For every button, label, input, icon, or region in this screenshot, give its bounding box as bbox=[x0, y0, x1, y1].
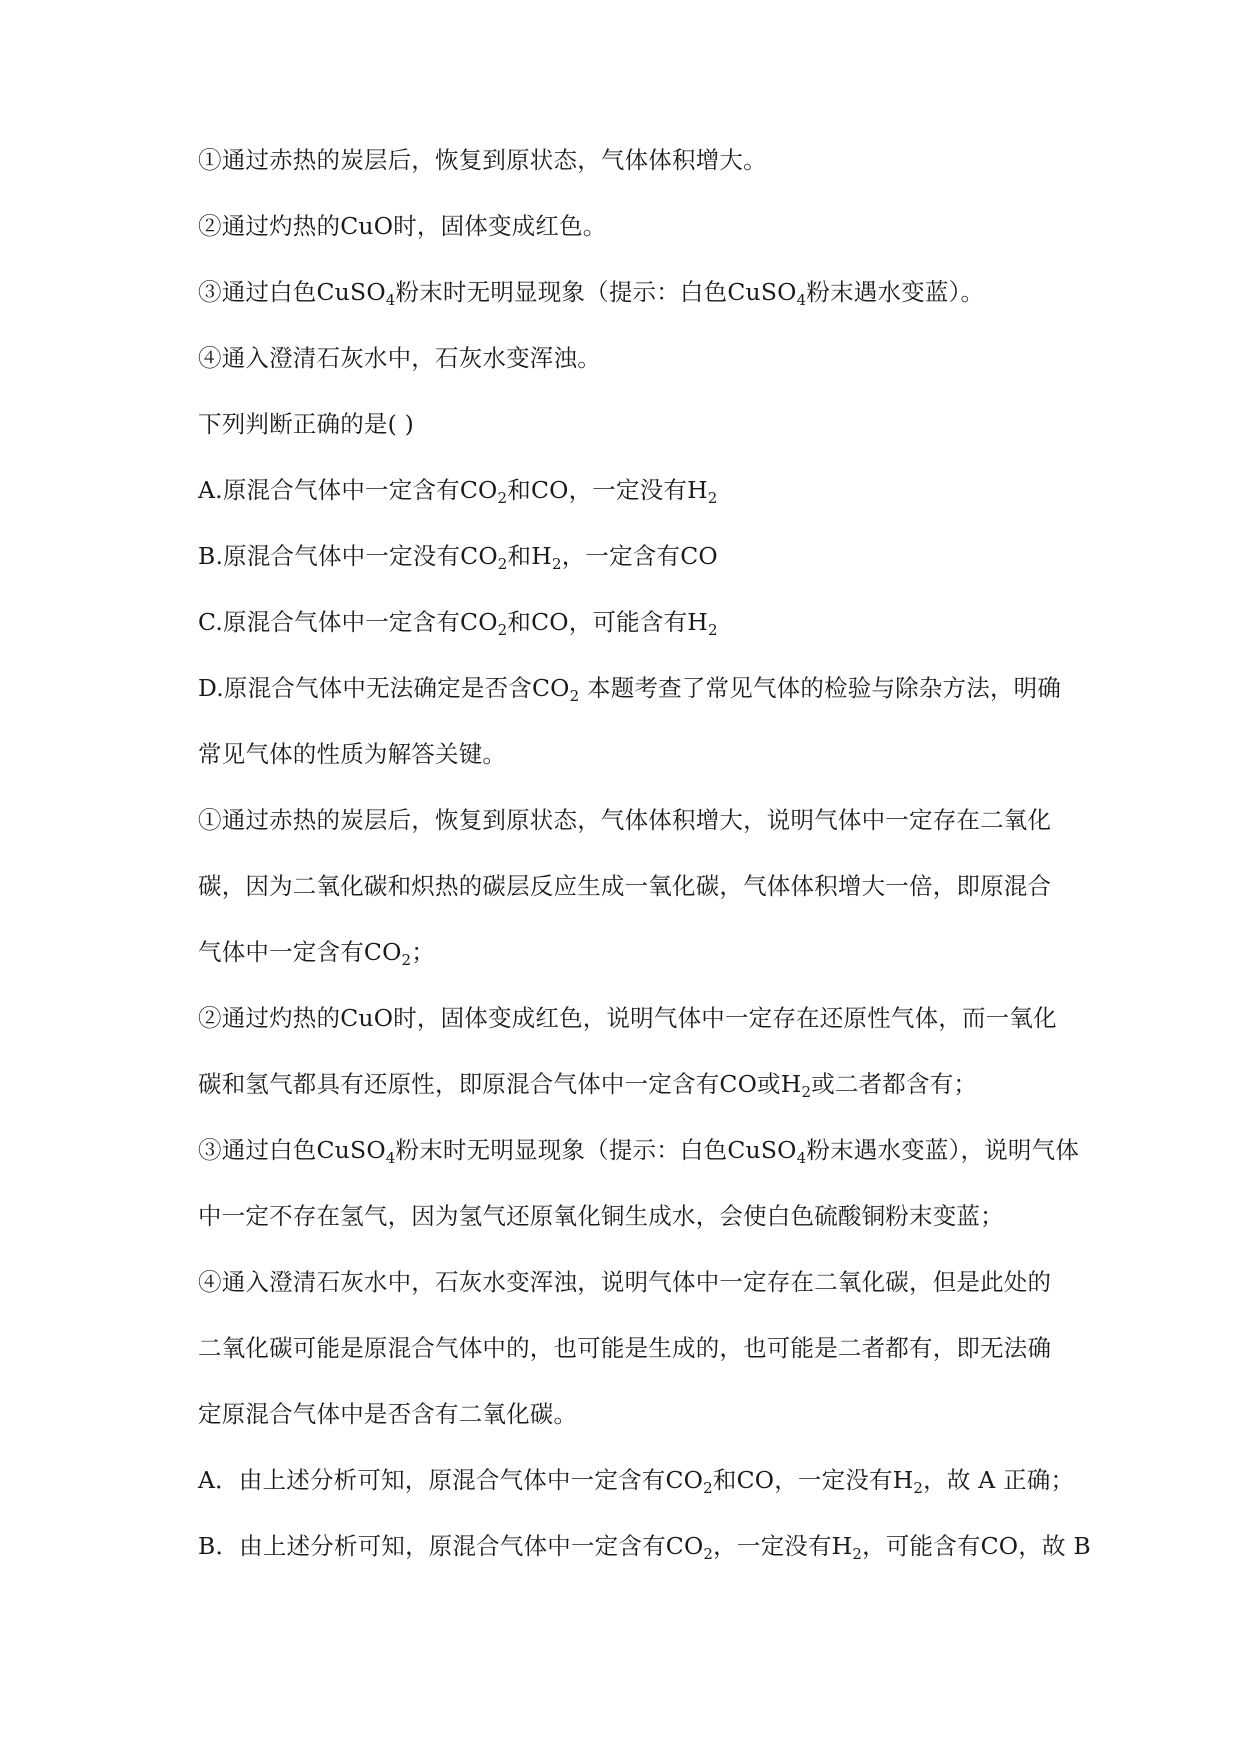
text-segment: 粉末时无明显现象（提示：白色CuSO bbox=[395, 278, 797, 306]
subscript: 4 bbox=[385, 1149, 396, 1167]
text-line bbox=[198, 210, 1088, 243]
text-segment: 粉末遇水变蓝），说明气体 bbox=[806, 1136, 1080, 1164]
subscript: 2 bbox=[852, 1545, 863, 1563]
subscript: 2 bbox=[707, 489, 718, 507]
text-line bbox=[198, 1200, 1088, 1233]
text-segment: ，一定没有H bbox=[713, 1532, 853, 1560]
text-segment: 常见气体的性质为解答关键。 bbox=[198, 740, 507, 768]
text-segment: D.原混合气体中无法确定是否含CO bbox=[198, 674, 570, 702]
text-segment: ，一定含有CO bbox=[561, 542, 718, 570]
text-line bbox=[198, 474, 1088, 507]
text-segment: 和H bbox=[507, 542, 552, 570]
text-line bbox=[198, 1464, 1088, 1497]
text-line bbox=[198, 738, 1088, 771]
text-segment: 碳，因为二氧化碳和炽热的碳层反应生成一氧化碳，气体体积增大一倍，即原混合 bbox=[198, 872, 1052, 900]
text-segment: 或二者都含有； bbox=[811, 1070, 978, 1098]
text-segment: A．由上述分析可知，原混合气体中一定含有CO bbox=[198, 1466, 704, 1494]
text-segment: A.原混合气体中一定含有CO bbox=[198, 476, 498, 504]
text-segment: ③通过白色CuSO bbox=[198, 278, 386, 306]
subscript: 4 bbox=[796, 1149, 807, 1167]
subscript: 2 bbox=[401, 951, 412, 969]
text-line bbox=[198, 672, 1088, 705]
text-line bbox=[198, 936, 1088, 969]
text-segment: 本题考查了常见气体的检验与除杂方法，明确 bbox=[579, 674, 1062, 702]
text-segment: 和CO，一定没有H bbox=[712, 1466, 914, 1494]
text-line bbox=[198, 342, 1088, 375]
text-segment: 中一定不存在氢气，因为氢气还原氧化铜生成水，会使白色硫酸铜粉末变蓝； bbox=[198, 1202, 1004, 1230]
subscript: 4 bbox=[796, 291, 807, 309]
text-line bbox=[198, 1068, 1088, 1101]
text-line bbox=[198, 1398, 1088, 1431]
text-line bbox=[198, 804, 1088, 837]
subscript: 2 bbox=[497, 555, 508, 573]
text-segment: ①通过赤热的炭层后，恢复到原状态，气体体积增大。 bbox=[198, 146, 767, 174]
text-segment: 碳和氢气都具有还原性，即原混合气体中一定含有CO或H bbox=[198, 1070, 802, 1098]
subscript: 2 bbox=[497, 489, 508, 507]
text-line bbox=[198, 540, 1088, 573]
text-segment: ①通过赤热的炭层后，恢复到原状态，气体体积增大，说明气体中一定存在二氧化 bbox=[198, 806, 1052, 834]
text-segment: ④通入澄清石灰水中，石灰水变浑浊。 bbox=[198, 344, 601, 372]
subscript: 2 bbox=[703, 1479, 713, 1497]
subscript: 2 bbox=[801, 1083, 812, 1101]
text-segment: 粉末时无明显现象（提示：白色CuSO bbox=[395, 1136, 797, 1164]
text-segment: ②通过灼热的CuO时，固体变成红色。 bbox=[198, 212, 607, 240]
text-line bbox=[198, 870, 1088, 903]
text-line bbox=[198, 606, 1088, 639]
subscript: 2 bbox=[497, 621, 508, 639]
subscript: 2 bbox=[569, 687, 580, 705]
text-segment: 定原混合气体中是否含有二氧化碳。 bbox=[198, 1400, 578, 1428]
text-line bbox=[198, 1134, 1088, 1167]
text-segment: ，故 A 正确； bbox=[923, 1466, 1075, 1494]
text-segment: ③通过白色CuSO bbox=[198, 1136, 386, 1164]
text-line bbox=[198, 1266, 1088, 1299]
text-segment: ②通过灼热的CuO时，固体变成红色，说明气体中一定存在还原性气体，而一氧化 bbox=[198, 1004, 1057, 1032]
subscript: 2 bbox=[551, 555, 562, 573]
text-line bbox=[198, 408, 1088, 441]
text-segment: 粉末遇水变蓝）。 bbox=[806, 278, 985, 306]
text-segment: B.原混合气体中一定没有CO bbox=[198, 542, 498, 570]
subscript: 2 bbox=[703, 1545, 714, 1563]
text-line bbox=[198, 276, 1088, 309]
text-segment: ，可能含有CO，故 B bbox=[862, 1532, 1091, 1560]
text-segment: 二氧化碳可能是原混合气体中的，也可能是生成的，也可能是二者都有，即无法确 bbox=[198, 1334, 1052, 1362]
text-line bbox=[198, 1002, 1088, 1035]
text-segment: 下列判断正确的是( ) bbox=[198, 410, 415, 438]
text-segment: 气体中一定含有CO bbox=[198, 938, 402, 966]
document-page bbox=[198, 144, 1091, 1563]
subscript: 4 bbox=[385, 291, 396, 309]
text-line bbox=[198, 1332, 1088, 1365]
text-segment: 和CO，可能含有H bbox=[507, 608, 708, 636]
subscript: 2 bbox=[913, 1479, 924, 1497]
text-line bbox=[198, 144, 1088, 177]
text-segment: C.原混合气体中一定含有CO bbox=[198, 608, 498, 636]
subscript: 2 bbox=[707, 621, 718, 639]
text-segment: ④通入澄清石灰水中，石灰水变浑浊，说明气体中一定存在二氧化碳，但是此处的 bbox=[198, 1268, 1052, 1296]
text-segment: ； bbox=[411, 938, 435, 966]
text-segment: B．由上述分析可知，原混合气体中一定含有CO bbox=[198, 1532, 704, 1560]
text-line bbox=[198, 1530, 1091, 1563]
text-segment: 和CO，一定没有H bbox=[507, 476, 708, 504]
